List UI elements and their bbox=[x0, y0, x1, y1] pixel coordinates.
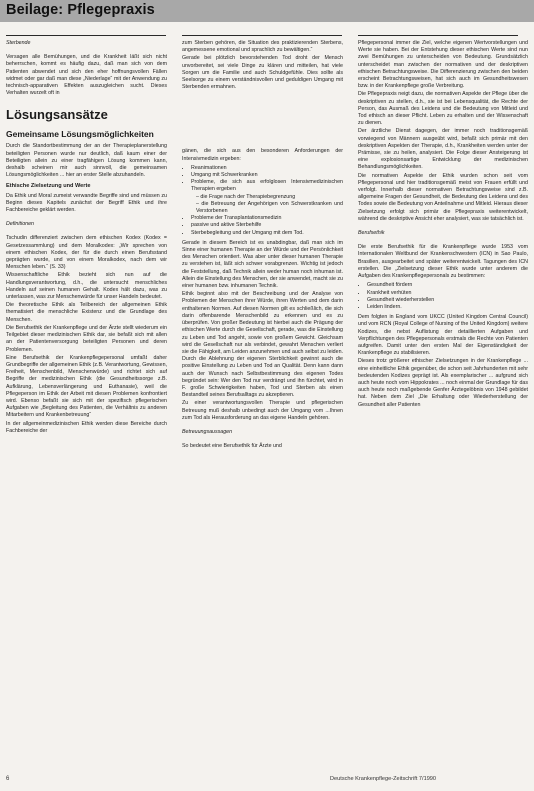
list-item: – die Betreuung der Angehörigen von Schwerstkranken und Verstorbenen bbox=[196, 200, 343, 215]
column-1 bbox=[6, 40, 167, 436]
paragraph: Zu einer verantwortungsvollen Therapie und pflegerischen Betreuung muß deshalb unbedingt auch der Umgang vom ...Ihnen zum Tod als Herausforderung an das eigene Handeln gehören. bbox=[182, 400, 343, 421]
bullet-list bbox=[182, 165, 343, 237]
column-3 bbox=[358, 40, 528, 410]
paragraph: Wissenschaftliche Ethik bezieht sich nun auf die Handlungsverantwortung, d.h., die untersucht menschliches Handeln auf seinen humanen Gehalt. Kodex hält dazu, was zu unterlassen, was zur Menschenwürde für unser Handeln bedeutet. bbox=[6, 272, 167, 301]
paragraph: So bedeutet eine Berufsethik für Ärzte und bbox=[182, 443, 282, 450]
paragraph: In der allgemeinmedizinischen Ethik werden diese Bereiche durch Fachbereiche der bbox=[6, 420, 167, 434]
column-rule-1 bbox=[6, 35, 166, 36]
definitions-heading: Definitionen bbox=[6, 221, 34, 228]
list-item: • Umgang mit Schwerkranken bbox=[191, 172, 343, 179]
list-item: • Gesundheit wiederherstellen bbox=[367, 297, 528, 304]
list-item: • Probleme der Transplantationsmedizin bbox=[191, 215, 343, 222]
section-title: Beilage: Pflegepraxis bbox=[6, 2, 155, 18]
paragraph: Die erste Berufsethik für die Krankenpflege wurde 1953 vom Internationalen Weltbund der Krankenschwestern (ICN) in Sao Paulo, Brasilien, ausgearbeitet und später weiterentwickelt. Tagungen des ICN erstellen. Die „Zielsetzung dieser Ethik wurde unter anderem die Aufgaben des Krankenpflegepersonals zu bestimmen: bbox=[358, 244, 528, 280]
paragraph: Die theoretische Ethik als Teilbereich der allgemeinen Ethik thematisiert die menschliche Existenz und die Grundlage des Menschen. bbox=[6, 302, 167, 323]
mid-heading: Betreuungsaussagen bbox=[182, 428, 233, 435]
paragraph: zum Sterben gehören, die Situation des praktizierenden Sterbens, angemessene emotional und sprachlich zu bewältigen.“ bbox=[182, 40, 343, 54]
subsection-heading: Gemeinsame Lösungsmöglichkeiten bbox=[6, 129, 154, 140]
column-rule-3 bbox=[358, 35, 518, 36]
paragraph: Der ärztliche Dienst dagegen, der immer noch traditionsgemäß vorwiegend von Männern ausgeübt wird, befaßt sich primär mit den deskriptiven Aspekten der Therapie, d.h., Krankheiten werden unter der Prämisse, sie zu heilen, analysiert. Die Folge dieser Ansteigerung ist eine explosionsartige Entwicklung der medizinischen Behandlungsmöglichkeiten. bbox=[358, 128, 528, 171]
ethics-heading: Ethische Zielsetzung und Werte bbox=[6, 183, 91, 190]
list-item: • Leiden lindern. bbox=[367, 304, 528, 311]
berufsethik-heading: Berufsethik bbox=[358, 230, 385, 237]
bullet-list bbox=[358, 282, 528, 311]
journal-footer: Deutsche Krankenpflege-Zeitschrift 7/1990 bbox=[330, 776, 437, 782]
list-item: • Reanimationen bbox=[191, 165, 343, 172]
paragraph: Eine Berufsethik der Krankenpflegepersonal umfaßt daher Grundbegriffe der allgemeinen Ethik (z.B. Verantwortung, Gewissen, Freiheit, Menschenbild, Menschenwürde) und richtet sich auf Begriffe der medizinischen Ethik (die Gesundheitssorge z.B. Aufklärung, Lebensverlängerung und Euthanasie), weil die Pflegeperson im Ethik der Arbeit mit diesen Problemen konfrontiert wird. Ebenso befaßt sie sich mit der spezifisch pflegerischen Aufgaben wie „Begleitung des Patienten, die Verhältnis zu anderen Mitarbeitern und Krankenbetreuung“ bbox=[6, 354, 167, 419]
section-heading: Lösungsansätze bbox=[6, 107, 108, 123]
paragraph: Die Pflegepraxis neigt dazu, die normativen Aspekte der Pflege über die deskriptiven zu stellen, d.h., sie ist bei Lebensqualität, die Rechte der Person, das Ausmaß des Leidens und die Bedeutung von Mitleid und Tod ethisch an dieser Pflicht. Leben zu erhalten und der Wissenschaft zu dienen. bbox=[358, 91, 528, 127]
list-item: • Probleme, die sich aus erfolglosen Intensivmedizinischen Therapien ergeben bbox=[191, 179, 343, 193]
paragraph: Die normativen Aspekte der Ethik wurden schon seit vom Pflegepersonal und hier traditionsgemäß meist von Frauen erfüllt und verfolgt. Innerhalb dieser normativen Betrachtungsweise sind z.B. allgemeine Fragen der Gesundheit, die Bedeutung des Leidens und des Todes sowie die Bedeutung von Anteilnahme und Mitleid. Hieraus dieser Zielsetzung erfolgt sich primär die Pflegepraxis weiterentwickelt, während die deskriptive Ansicht eher analysiert, was sie tatsächlich ist. bbox=[358, 172, 528, 222]
paragraph: Gerade in diesem Bereich ist es unabdingbar, daß man sich im Sinne einer humanen Therapie an der Würde und der Persönlichkeit des Menschen orientiert. Was aber unter dieser humanen Therapie zu verstehen ist, läßt sich schwer vorabgrenzen. Wichtig ist jedoch die Feststellung, daß Technik allein weder human noch inhuman ist. Allein die Einstellung des Menschen, der sie anwendet, macht sie zu einer humanen bzw. inhumanen Technik. bbox=[182, 239, 343, 290]
paragraph: Pflegepersonal immer die Ziel, welche eigenen Wertvorstellungen und Werte sie haben. Bei der Entstehung dieser ethischen Werte sind nun zwei Bemühungen zu unterscheiden von Bedeutung. Grundsätzlich unterscheidet man zwischen der normativen und der deskriptiven ethischen Betrachtungsweise. Die Differenzierung zwischen den beiden erscheint Betrachtungsweisen, hat sich auch im Gesundheitswesen bzw. in der Krankenpflege große Verbreitung. bbox=[358, 40, 528, 90]
paragraph: Gerade bei plötzlich bevorstehenden Tod droht der Mensch unvorbereitet, sei viele Dinge zu klären und mitteilen, hat viele Sorgen um die Familie und auch Schuldgefühle. Dies sollte als Seelsorge zu einem verständnisvollen und geduldigen Umgang mit Sterbenden ermahnen. bbox=[182, 55, 343, 91]
list-item: – die Frage nach der Therapiebegrenzung bbox=[196, 193, 296, 200]
paragraph: Ethik beginnt also mit der Beschreibung und der Analyse von Problemen der Menschen ihrer Würde, ihren Werten und dem darin enthaltenen Normen. Auf diesen Normen gilt es schließlich, die sich darin offenbarende Menschenbild zu erkennen und es zu überprüfen. Von großer Bedeutung ist hierbei auch die Prägung der ethischen Werte durch die Gesellschaft, gerade, was die Einstellung zu Leben und Tod angeht, sowie von großem Gewicht. Gleichsam wird die Gesellschaft nur als verbindet, gewahrt Menschen verliert sie die Fähigkeit, am Leiden anzunehmen und auch selbst zu leiden. Durch die Ablehnung der eigenen Sterblichkeit gewinnt auch die positive Einstellung zu Leben und Tod an Qualität. Denn kann dann auch der Wunsch nach Selbstbestimmung des eigenen Todes begründet sein: Wer den Tod nur verdrängt und ihn fürchtet, wird in F. große Schwierigkeiten haben, Tod und Sterben als einen Bestandteil seines Berufsalltags zu akzeptieren. bbox=[182, 291, 343, 399]
column-2 bbox=[182, 40, 343, 451]
paragraph: Versagen alle Bemühungen, und die Krankheit läßt sich nicht beherrschen, kommt es häufig dazu, daß man sich von dem Patienten abwendet und sich den eher hoffnungsvollen Fällen widmet oder gar daß man diese „Niederlage“ mit der Anwendung zu technisch-apparativen Effekten auszugleichen sucht. Dieses Verhalten wurzelt oft in bbox=[6, 54, 167, 97]
page-number: 6 bbox=[6, 776, 10, 782]
column-rule-2 bbox=[182, 35, 342, 36]
paragraph: Dem folgten in England vom UKCC (United Kingdom Central Council) und vom RCN (Royal College of Nursing of the United Kingdom) weitere Kodizes, die nebst Auflistung der detaillierten Aufgaben und Verpflichtungen des Pflegepersonals erstmals die Rechte von Patienten aufgreifen. Damit unter den ersten Mal der Eigenständigkeit der Krankenpflege zu stabilisieren. bbox=[358, 314, 528, 357]
paragraph: Die Berufsethik der Krankenpflege und der Ärzte stellt wiederum ein Teilgebiet dieser medizinischen Ethik dar, sie befaßt sich mit allen an der Patientenversorgung beteiligten Personen und deren Problemen. bbox=[6, 324, 167, 353]
list-item: • Gesundheit fördern bbox=[367, 282, 528, 289]
paragraph: Durch die Standortbestimmung der an der Therapieplanerstellung beteiligten Personen wurde nur deutlich, daß kaum einer der Beteiligten allein zu einer tragfähigen Lösung kommen kann, deshalb scheinen mir auch sinnvoll, die gemeinsamen Lösungsmöglichkeiten ... hier an erster Stelle abzuhandeln. bbox=[6, 143, 167, 179]
paragraph: Da Ethik und Moral zumeist verwandte Begriffe sind und müssen zu Beginn dieses Kapitels zunächst der Begriff Ethik und ihre Fachbereiche geklärt werden. bbox=[6, 192, 167, 214]
list-item: • Krankheit verhüten bbox=[367, 290, 528, 297]
paragraph: Dieses trotz größerer ethischer Zielsetzungen in der Krankenpflege ... eine einheitliche Ethik gegenüber, die schon seit Jahrhunderten mit sehr bedeutenden Kodizes geprägt ist. Als exemplarischer ... aufgrund sich auch heute noch vom Hippokrates ... noch einmal der Grundlage für das auch heute noch maßgebende Genfer Ärztegelöbnis von 1948 gebildet hat. Neben dem Ziel „Die Erhaltung oder Wiederherstellung der Gesundheit aller Patienten bbox=[358, 358, 528, 408]
intro-heading: Sterbende bbox=[6, 40, 31, 46]
paragraph: Tschudin differenziert zwischen dem ethischen Kodex (Kodex = Gesetzessammlung) und dem Moralkodex: „Wir sprechen von einem ethischen Kodex, der für die durch einen Berufsstand geprägten wurde, und von einem Moralkodex, nach dem wir Menschen leben.“ (S. 33) bbox=[6, 235, 167, 271]
list-item: • Sterbebegleitung und der Umgang mit dem Tod. bbox=[191, 230, 343, 237]
paragraph: gänen, die sich aus den besonderen Anforderungen der Intensivmedizin ergeben: bbox=[182, 148, 343, 162]
page-header bbox=[0, 0, 534, 22]
list-item: • passive und aktive Sterbehilfe bbox=[191, 222, 343, 229]
